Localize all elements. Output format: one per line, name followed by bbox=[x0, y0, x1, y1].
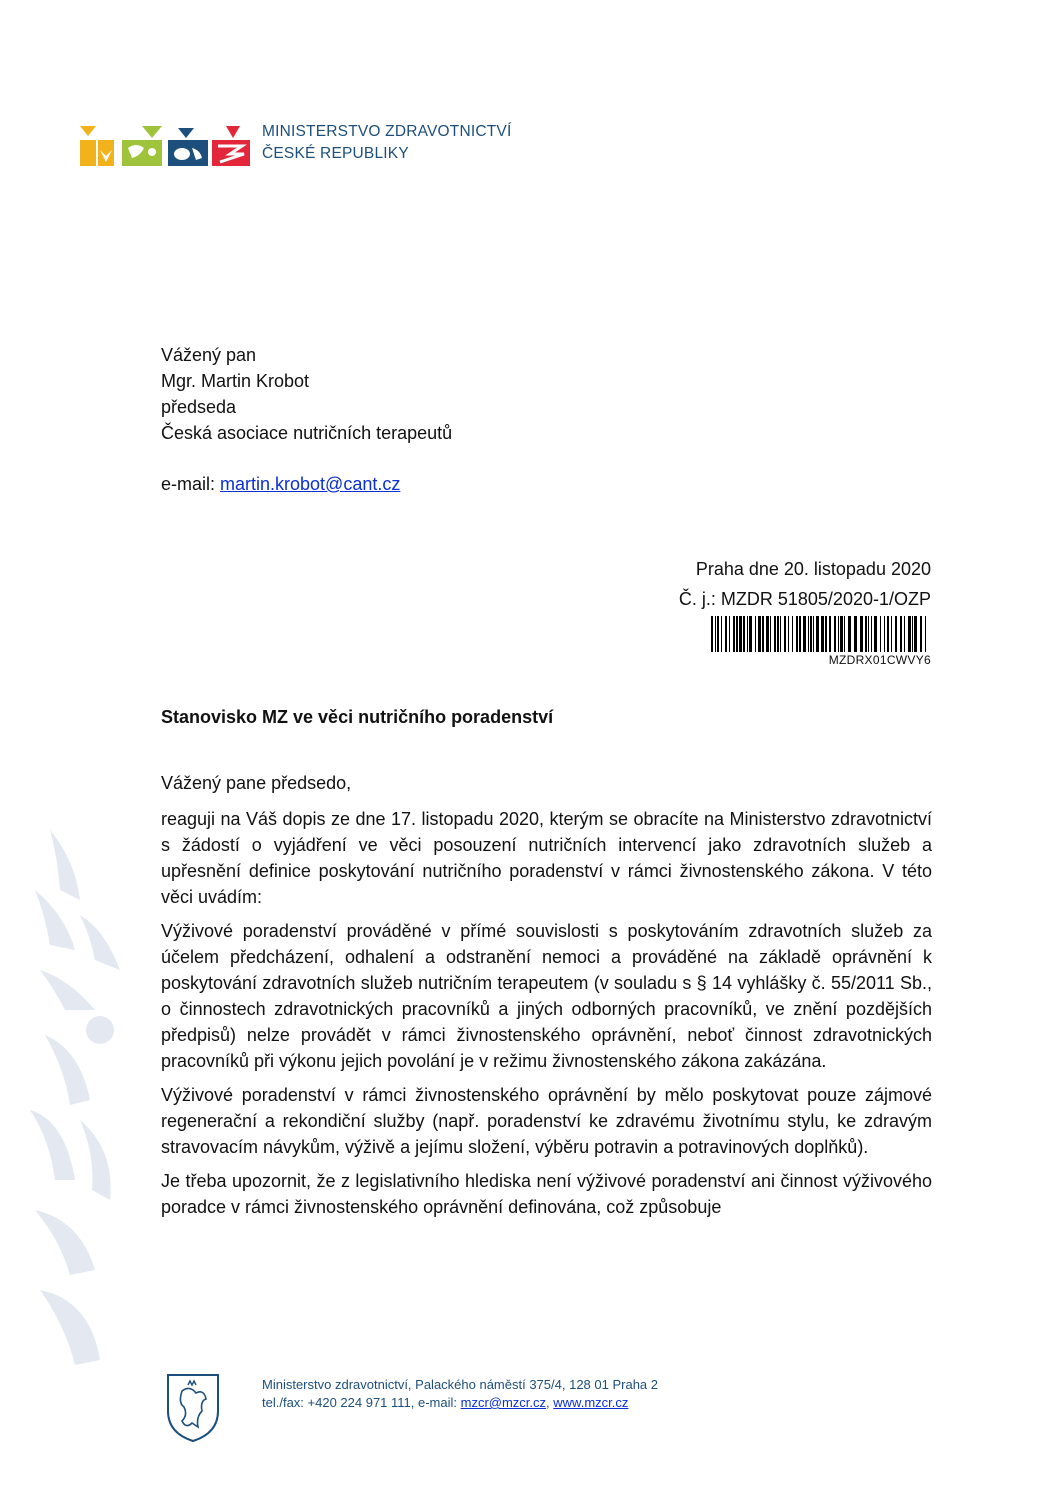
barcode-bar bbox=[780, 616, 781, 652]
body-paragraph: reaguji na Váš dopis ze dne 17. listopadu 2020, kterým se obracíte na Ministerstvo zdravotnictví s žádostí o vyjádření ve věci posouzení nutričních intervencí jako zdravotních služeb a upřesnění definice poskytování nutričního poradenství v rámci živnostenského zákona. V této věci uvádím: bbox=[161, 809, 932, 907]
barcode-code: MZDRX01CWVY6 bbox=[828, 653, 931, 667]
barcode-bar bbox=[784, 616, 786, 652]
barcode-bar bbox=[838, 616, 839, 652]
barcode-bar bbox=[904, 616, 905, 652]
barcode-bar bbox=[733, 616, 735, 652]
ministry-name-line2: ČESKÉ REPUBLIKY bbox=[262, 145, 409, 162]
barcode-bar bbox=[717, 616, 719, 652]
coat-of-arms-icon bbox=[164, 1371, 222, 1443]
barcode-bar bbox=[884, 616, 885, 652]
barcode-bar bbox=[880, 616, 881, 652]
barcode-bar bbox=[891, 616, 892, 652]
barcode-bar bbox=[895, 616, 897, 652]
barcode-bar bbox=[848, 616, 851, 652]
barcode-bar bbox=[739, 616, 742, 652]
letter-body bbox=[161, 806, 932, 1220]
email-label: e-mail: bbox=[161, 474, 221, 494]
barcode-bar bbox=[914, 616, 917, 652]
barcode-bar bbox=[854, 616, 857, 652]
footer-address: Ministerstvo zdravotnictví, Palackého náměstí 375/4, 128 01 Praha 2 bbox=[262, 1377, 658, 1392]
footer-contact-line bbox=[262, 1394, 658, 1412]
letter-greeting: Vážený pane předsedo, bbox=[161, 773, 352, 793]
barcode-bar bbox=[796, 616, 798, 652]
barcode-bar bbox=[900, 616, 902, 652]
barcode-bar bbox=[762, 616, 764, 652]
barcode-bar bbox=[711, 616, 713, 652]
body-paragraph: Výživové poradenství prováděné v přímé souvislosti s poskytováním zdravotních služeb za účelem předcházení, odhalení a odstranění nemoci a prováděné na základě oprávnění k poskytování zdravotních služeb nutričním terapeutem (v souladu s § 14 vyhlášky č. 55/2011 Sb., o činnostech zdravotnických pracovníků a jiných odborných pracovníků, ve znění pozdějších předpisů) nelze provádět v rámci živnostenského oprávnění, neboť činnost zdravotnických pracovníků při výkonu jejich povolání je v režimu živnostenského zákona zakázána. bbox=[161, 921, 932, 1071]
recipient-name: Mgr. Martin Krobot bbox=[161, 371, 310, 391]
barcode-bar bbox=[766, 616, 769, 652]
barcode-bar bbox=[770, 616, 771, 652]
barcode-bar bbox=[908, 616, 911, 652]
barcode-bar bbox=[777, 616, 779, 652]
recipient-address bbox=[161, 342, 452, 446]
barcode-bar bbox=[721, 616, 722, 652]
footer-contact bbox=[262, 1376, 658, 1412]
barcode-bar bbox=[871, 616, 872, 652]
footer-email-link[interactable]: mzcr@mzcr.cz bbox=[460, 1395, 547, 1410]
barcode-graphic bbox=[711, 616, 931, 652]
barcode-bar bbox=[920, 616, 922, 652]
place-date: Praha dne 20. listopadu 2020 bbox=[695, 559, 931, 579]
barcode-bar bbox=[725, 616, 727, 652]
barcode-bar bbox=[749, 616, 752, 652]
footer-separator: , bbox=[546, 1395, 554, 1410]
barcode-bar bbox=[887, 616, 889, 652]
barcode-bar bbox=[736, 616, 738, 652]
barcode-bar bbox=[834, 616, 836, 652]
barcode-bar bbox=[810, 616, 812, 652]
footer-web-link[interactable]: www.mzcr.cz bbox=[553, 1395, 629, 1410]
letter-subject: Stanovisko MZ ve věci nutričního poradenství bbox=[161, 707, 554, 727]
barcode-bar bbox=[840, 616, 843, 652]
barcode-bar bbox=[829, 616, 831, 652]
barcode-bar bbox=[912, 616, 913, 652]
recipient-email-link[interactable]: martin.krobot@cant.cz bbox=[220, 474, 401, 494]
recipient-organization: Česká asociace nutričních terapeutů bbox=[161, 423, 453, 443]
reference-number: Č. j.: MZDR 51805/2020-1/OZP bbox=[678, 589, 931, 609]
barcode-bar bbox=[747, 616, 748, 652]
recipient-role: předseda bbox=[161, 397, 237, 417]
barcode-bar bbox=[774, 616, 776, 652]
barcode-bar bbox=[865, 616, 867, 652]
barcode-bar bbox=[813, 616, 814, 652]
recipient-salutation-line: Vážený pan bbox=[161, 345, 257, 365]
barcode-bar bbox=[825, 616, 827, 652]
watermark-graphic bbox=[20, 820, 130, 1380]
barcode-bar bbox=[844, 616, 845, 652]
barcode-bar bbox=[743, 616, 745, 652]
barcode-bar bbox=[821, 616, 824, 652]
barcode-bar bbox=[874, 616, 877, 652]
barcode-bar bbox=[755, 616, 756, 652]
barcode-bar bbox=[925, 616, 926, 652]
barcode-bar bbox=[792, 616, 793, 652]
barcode-bar bbox=[758, 616, 761, 652]
ministry-name-line1: MINISTERSTVO ZDRAVOTNICTVÍ bbox=[262, 123, 512, 140]
barcode-bar bbox=[729, 616, 730, 652]
body-paragraph: Výživové poradenství v rámci živnostenského oprávnění by mělo poskytovat pouze zájmové regenerační a rekondiční služby (např. poradenství ke zdravému životnímu stylu, ke zdravým stravovacím návykům, výživě a jejímu složení, výběru potravin a potravinových doplňků). bbox=[161, 1085, 932, 1157]
recipient-email-line bbox=[161, 471, 400, 497]
barcode-bar bbox=[799, 616, 801, 652]
barcode-bar bbox=[868, 616, 869, 652]
barcode-bar bbox=[860, 616, 863, 652]
ministry-logo-icon bbox=[80, 126, 250, 166]
body-paragraph: Je třeba upozornit, že z legislativního hlediska není výživové poradenství ani činnost výživového poradce v rámci živnostenského oprávnění definována, což způsobuje bbox=[161, 1171, 932, 1217]
barcode-bar bbox=[816, 616, 819, 652]
ministry-name bbox=[262, 121, 511, 165]
barcode-bar bbox=[788, 616, 789, 652]
barcode-bar bbox=[803, 616, 806, 652]
footer-contact-prefix: tel./fax: +420 224 971 111, e-mail: bbox=[262, 1395, 461, 1410]
barcode-bar bbox=[808, 616, 809, 652]
barcode-bar bbox=[715, 616, 716, 652]
